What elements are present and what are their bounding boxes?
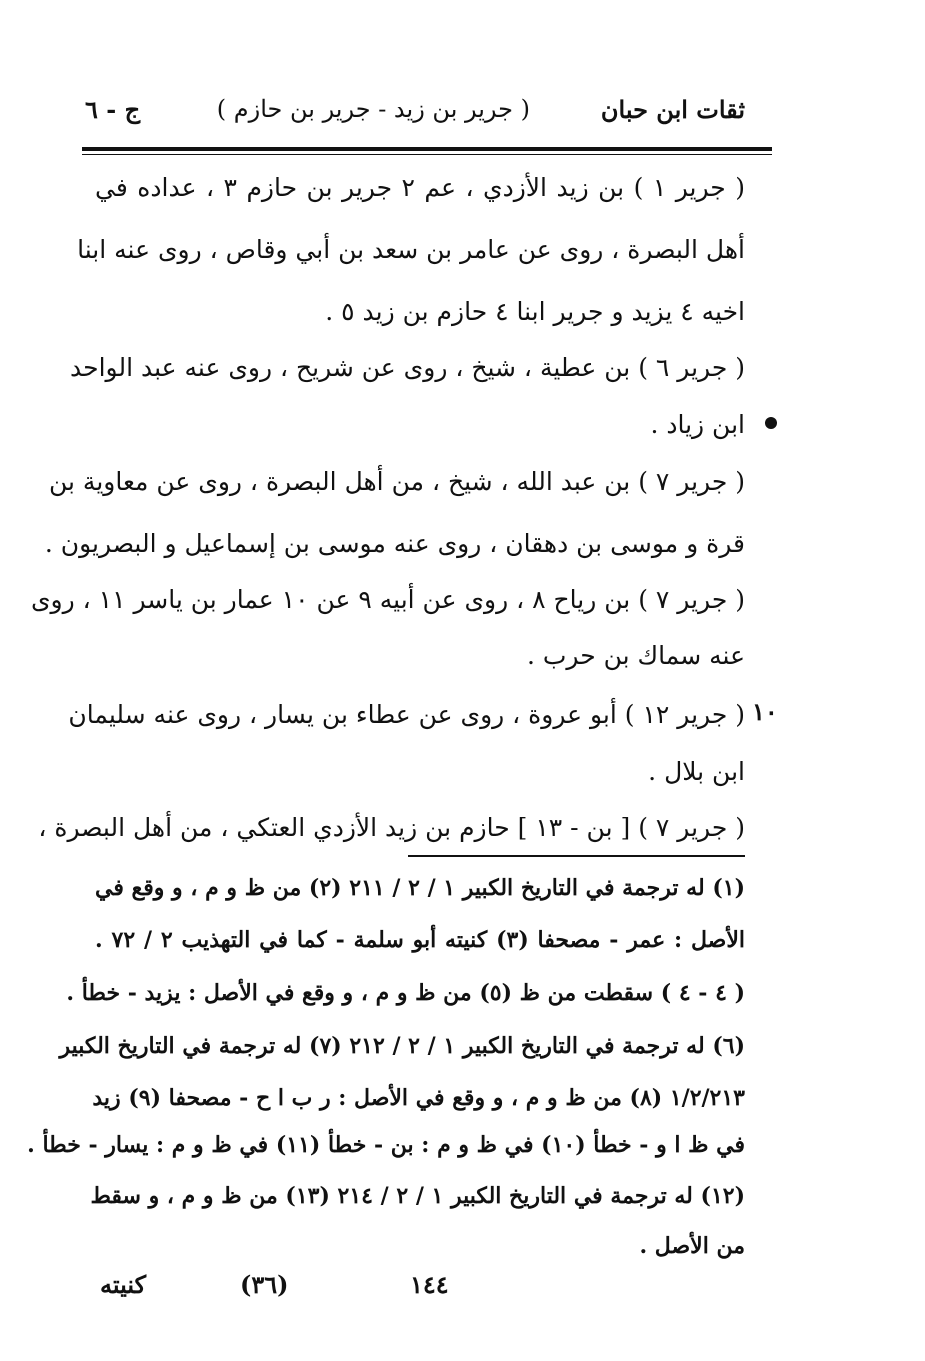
body-line: ( جرير ٧ ) بن عبد الله ، شيخ ، من أهل البصرة ، روى عن معاوية بن [48,467,745,496]
footnote-separator [408,855,745,857]
footnote-line: (١٢) له ترجمة في التاريخ الكبير ١ / ٢ / ٢١٤ (١٣) من ظ و م ، و سقط [90,1183,745,1209]
page-footer [100,1270,760,1310]
body-line: قرة و موسى بن دهقان ، روى عنه موسى بن إسماعيل و البصريون . [44,529,745,558]
running-header [85,95,745,135]
body-line: أهل البصرة ، روى عن عامر بن سعد بن أبي وقاص ، روى عنه ابنا [77,235,745,264]
catchword: كنيته [100,1270,147,1299]
signature-mark: (٣٦) [240,1270,289,1299]
page-number: ١٤٤ [410,1270,449,1299]
header-rule-thick [82,147,772,151]
body-line: ابن بلال . [648,757,745,786]
body-line: ( جرير ٦ ) بن عطية ، شيخ ، روى عن شريح ، روى عنه عبد الواحد [70,353,745,382]
footnote-line: من الأصل . [639,1233,745,1259]
footnote-line: الأصل : عمر - مصحفا (٣) كنيته أبو سلمة - كما في التهذيب ٢ / ٧٢ . [95,927,745,953]
footnote-line: (٦) له ترجمة في التاريخ الكبير ١ / ٢ / ٢١٢ (٧) له ترجمة في التاريخ الكبير [59,1033,745,1059]
footnote-line: ( ٤ - ٤ ) سقطت من ظ (٥) من ظ و م ، و وقع في الأصل : يزيد - خطأ . [66,980,745,1006]
body-line: ابن زياد . [650,410,745,439]
book-title: ثقات ابن حبان [600,95,745,124]
volume-number: ج - ٦ [85,95,141,124]
margin-line-number: ١٠ [752,697,778,726]
section-title: ( جرير بن زيد - جرير بن حازم ) [216,95,530,123]
bullet-mark [765,417,777,429]
footnote-line: ١/٢/٢١٣ (٨) من ظ و م ، و وقع في الأصل : ر ب ا ح - مصحفا (٩) زيد [92,1085,745,1111]
body-line: اخيه ٤ يزيد و جرير ابنا ٤ حازم بن زيد ٥ . [325,297,745,326]
body-line: عنه سماك بن حرب . [527,641,745,670]
header-rule-thin [82,154,772,155]
body-line: ( جرير ٧ ) بن رياح ٨ ، روى عن أبيه ٩ عن ١٠ عمار بن ياسر ١١ ، روى [30,585,745,614]
body-line: ( جرير ١٢ ) أبو عروة ، روى عن عطاء بن يسار ، روى عنه سليمان [68,700,745,729]
footnote-line: في ظ ا و - خطأ (١٠) في ظ و م : بن - خطأ (١١) في ظ و م : يسار - خطأ . [27,1132,745,1158]
body-line: ( جرير ٧ ) [ بن - ١٣ ] حازم بن زيد الأزدي العتكي ، من أهل البصرة ، [38,813,745,842]
footnote-line: (١) له ترجمة في التاريخ الكبير ١ / ٢ / ٢١١ (٢) من ظ و م ، و وقع في [95,875,746,901]
body-line: ( جرير ١ ) بن زيد الأزدي ، عم ٢ جرير بن حازم ٣ ، عداده في [95,173,746,202]
